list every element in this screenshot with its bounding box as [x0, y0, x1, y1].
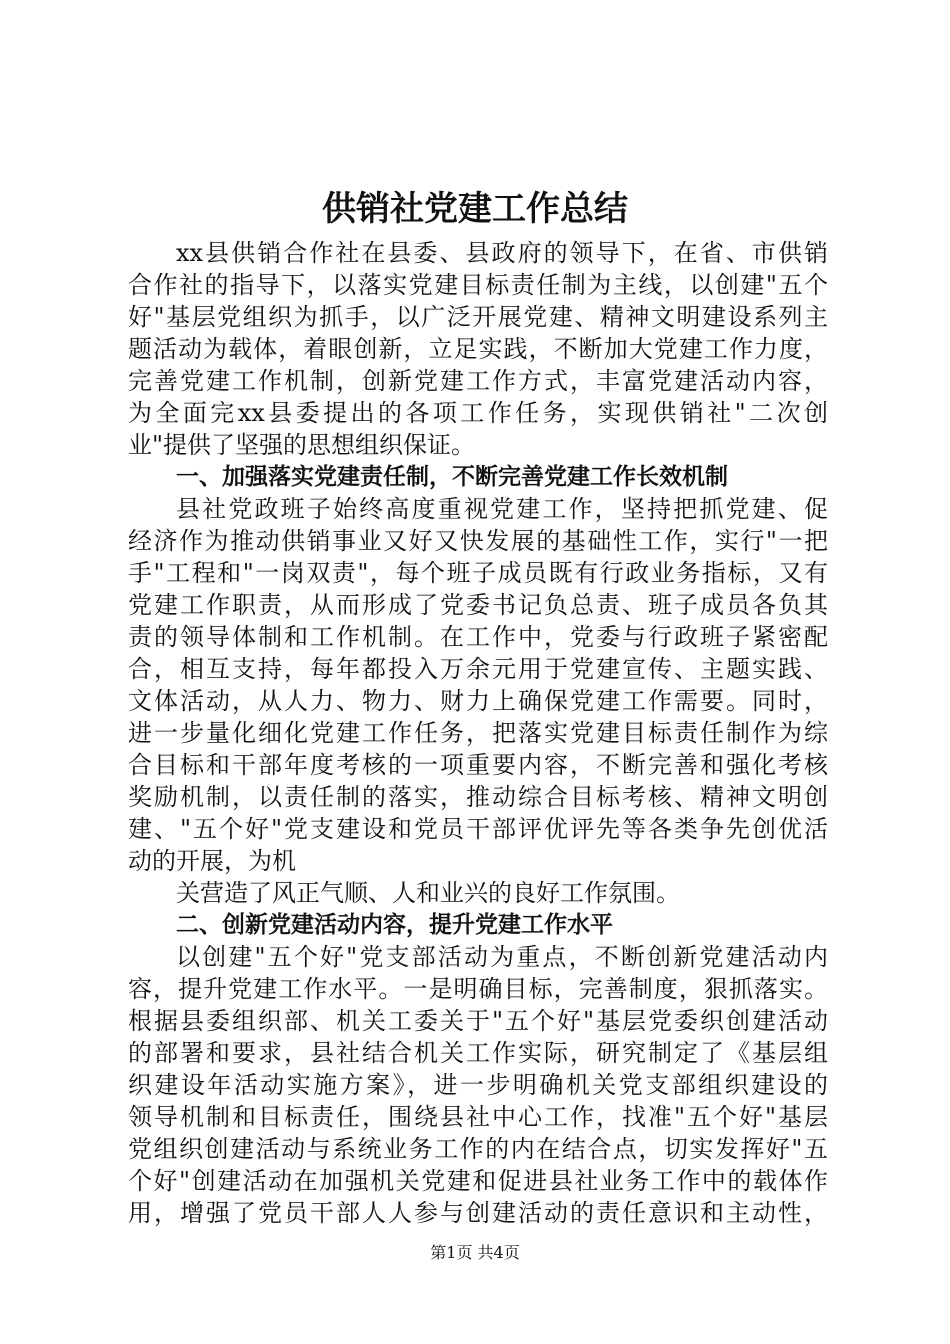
paragraph-line: 领导机制和目标责任，围绕县社中心工作，找准"五个好"基层 [128, 1103, 828, 1131]
paragraph-line: 的部署和要求，县社结合机关工作实际，研究制定了《基层组 [128, 1039, 828, 1067]
paragraph-line: 奖励机制，以责任制的落实，推动综合目标考核、精神文明创 [128, 783, 828, 811]
paragraph-line: 合目标和干部年度考核的一项重要内容，不断完善和强化考核 [128, 751, 828, 779]
paragraph-line: 建、"五个好"党支建设和党员干部评优评先等各类争先创优活 [128, 815, 828, 843]
paragraph-line: 以创建"五个好"党支部活动为重点，不断创新党建活动内 [176, 943, 828, 971]
paragraph-line: 动的开展，为机 [128, 847, 296, 875]
page-footer: 第1页 共4页 [430, 1243, 520, 1262]
paragraph-line: 进一步量化细化党建工作任务，把落实党建目标责任制作为综 [128, 719, 828, 747]
section-heading: 二、创新党建活动内容，提升党建工作水平 [176, 912, 613, 938]
paragraph-line: 党建工作职责，从而形成了党委书记负总责、班子成员各负其 [128, 591, 828, 619]
section-heading: 一、加强落实党建责任制，不断完善党建工作长效机制 [176, 464, 728, 490]
paragraph-line: 完善党建工作机制，创新党建工作方式，丰富党建活动内容， [128, 367, 828, 395]
document-title: 供销社党建工作总结 [322, 189, 628, 229]
paragraph-line: 好"基层党组织为抓手，以广泛开展党建、精神文明建设系列主 [128, 303, 828, 331]
paragraph-line: 用，增强了党员干部人人参与创建活动的责任意识和主动性， [128, 1199, 828, 1227]
paragraph-line: xx县供销合作社在县委、县政府的领导下，在省、市供销 [176, 239, 828, 267]
paragraph-line: 为全面完xx县委提出的各项工作任务，实现供销社"二次创 [128, 399, 828, 427]
paragraph-line: 织建设年活动实施方案》，进一步明确机关党支部组织建设的 [128, 1071, 828, 1099]
paragraph-line: 根据县委组织部、机关工委关于"五个好"基层党委织创建活动 [128, 1007, 828, 1035]
paragraph-line: 关营造了风正气顺、人和业兴的良好工作氛围。 [176, 879, 680, 907]
paragraph-line: 合，相互支持，每年都投入万余元用于党建宣传、主题实践、 [128, 655, 828, 683]
paragraph-line: 个好"创建活动在加强机关党建和促进县社业务工作中的载体作 [128, 1167, 828, 1195]
paragraph-line: 题活动为载体，着眼创新，立足实践，不断加大党建工作力度， [128, 335, 828, 363]
paragraph-line: 文体活动，从人力、物力、财力上确保党建工作需要。同时， [128, 687, 828, 715]
paragraph-line: 党组织创建活动与系统业务工作的内在结合点，切实发挥好"五 [128, 1135, 828, 1163]
paragraph-line: 县社党政班子始终高度重视党建工作，坚持把抓党建、促 [176, 495, 828, 523]
paragraph-line: 手"工程和"一岗双责"，每个班子成员既有行政业务指标，又有 [128, 559, 828, 587]
paragraph-line: 经济作为推动供销事业又好又快发展的基础性工作，实行"一把 [128, 527, 828, 555]
paragraph-line: 责的领导体制和工作机制。在工作中，党委与行政班子紧密配 [128, 623, 828, 651]
paragraph-line: 合作社的指导下，以落实党建目标责任制为主线，以创建"五个 [128, 271, 828, 299]
paragraph-line: 容，提升党建工作水平。一是明确目标，完善制度，狠抓落实。 [128, 975, 828, 1003]
paragraph-line: 业"提供了坚强的思想组织保证。 [128, 431, 476, 459]
document-body [128, 237, 828, 1229]
